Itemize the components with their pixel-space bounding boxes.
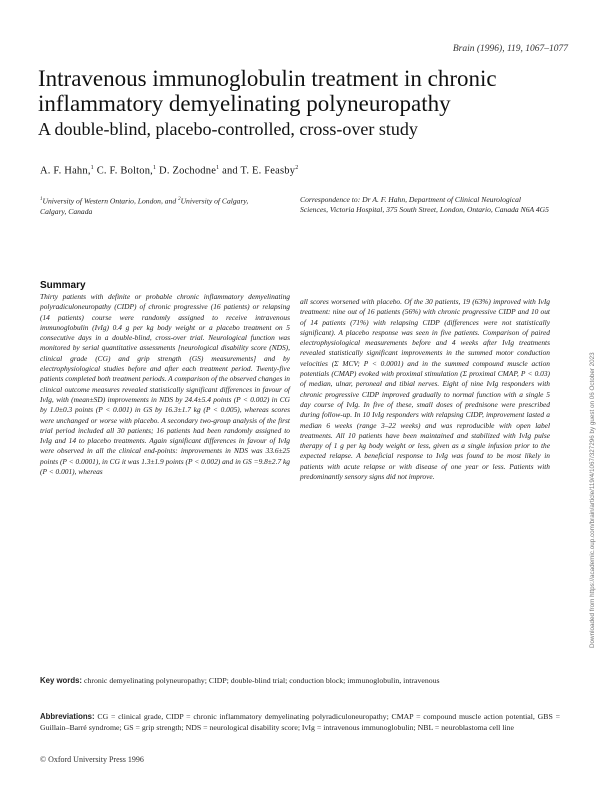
correspondence-address: Correspondence to: Dr A. F. Hahn, Department of Clinical Neurological Sciences, Victoria Hospital, 375 South Street, London, Ontario, Canada N6A 4G5 bbox=[300, 195, 549, 214]
affiliation-marker: 2 bbox=[178, 197, 181, 202]
author-name: D. Zochodne bbox=[159, 165, 217, 177]
paper-title: Intravenous immunoglobulin treatment in chronic inflammatory demyelinating polyneuropathy bbox=[38, 66, 497, 116]
keywords-text: chronic demyelinating polyneuropathy; CIDP; double-blind trial; conduction block; immunoglobulin, intravenous bbox=[83, 676, 440, 685]
keywords bbox=[40, 676, 560, 687]
abbreviations-label: Abbreviations: bbox=[40, 712, 95, 721]
affiliations bbox=[40, 195, 265, 217]
summary-heading: Summary bbox=[40, 280, 86, 291]
author-name: C. F. Bolton, bbox=[96, 165, 154, 177]
affiliation-2: University of Calgary, Calgary, Canada bbox=[40, 196, 249, 216]
abbreviations-text: CG = clinical grade, CIDP = chronic inflammatory demyelinating polyradiculoneuropathy; CMAP = compound muscle action potential, GBS = Guillain–Barré syndrome; GS = grip strength; NDS = neurological disability score; IvIg = intravenous immunoglobulin; NBL = neuroblastoma cell line bbox=[40, 712, 560, 732]
download-watermark bbox=[578, 220, 596, 650]
author-affiliation-marker: 1 bbox=[216, 165, 220, 171]
author-list bbox=[40, 165, 560, 177]
title-block bbox=[38, 66, 558, 140]
affiliation-1: University of Western Ontario, London, and bbox=[42, 196, 177, 206]
author-affiliation-marker: 2 bbox=[295, 165, 299, 171]
author-affiliation-marker: 1 bbox=[153, 165, 157, 171]
copyright-notice: © Oxford University Press 1996 bbox=[40, 755, 144, 764]
download-watermark-text: Downloaded from https://academic.oup.com/brain/article/119/4/1067/327296 by guest on 06 October 2023 bbox=[589, 352, 596, 648]
summary-column-left bbox=[40, 292, 290, 477]
author-name: A. F. Hahn, bbox=[40, 165, 91, 177]
affiliation-marker: 1 bbox=[40, 197, 43, 202]
abbreviations bbox=[40, 712, 560, 733]
journal-reference: Brain (1996), 119, 1067–1077 bbox=[452, 44, 568, 54]
summary-column-right bbox=[300, 297, 550, 482]
keywords-label: Key words: bbox=[40, 676, 83, 685]
summary-text-right: all scores worsened with placebo. Of the 30 patients, 19 (63%) improved with IvIg treatment: nine out of 16 patients (56%) with chronic progressive CIDP and 10 out of 14 patients (71%) with relapsing CIDP (differences were not statistically significant). A placebo response was seen in five patients. Comparison of paired electrophysiological measurements before and 4 weeks after IvIg treatments revealed statistically significant improvements in the summed motor conduction velocities (Σ MCV; P < 0.0001) and in the summed compound muscle action potentials (CMAP) evoked with proximal stimulation (Σ proximal CMAP, P < 0.03) of median, ulnar, peroneal and tibial nerves. Eight of nine IvIg responders with chronic progressive CIDP improved gradually to normal function with a single 5 day course of IvIg. In five of these, small doses of prednisone were prescribed during follow-up. In 10 IvIg responders with relapsing CIDP, improvement lasted a median 6 weeks (range 3–22 weeks) and was reproducible with open label treatments. All 10 patients have been maintained and stabilized with IvIg pulse therapy of 1 g per kg body weight or less, given as a single infusion prior to the expected relapse. A beneficial response to IvIg was found to be most likely in patients with acute relapse or with disease of one year or less. Patients with predominantly sensory signs did not improve. bbox=[300, 297, 550, 482]
summary-text-left: Thirty patients with definite or probable chronic inflammatory demyelinating polyradiculoneuropathy (CIDP) of chronic progressive (16 patients) or relapsing (14 patients) course were randomly assigned to receive intravenous immunoglobulin (IvIg) 0.4 g per kg body weight or a placebo treatment on 5 consecutive days in a double-blind, cross-over trial. Neurological function was monitored by serial quantitative assessments [neurological disability score (NDS), clinical grade (CG) and grip strength (GS) measurements] and by electrophysiological studies before and after each treatment period. Twenty-five patients completed both treatment periods. A comparison of the observed changes in clinical outcome measures revealed statistically significant differences in favour of IvIg, with (mean±SD) improvements in NDS by 24.4±5.4 points (P < 0.002) in CG by 1.0±0.3 points (P < 0.001) in GS by 16.3±1.7 kg (P < 0.005), whereas scores were unchanged or worse with placebo. A secondary two-group analysis of the first trial period included all 30 patients; 16 patients had been randomly assigned to IvIg and 14 to placebo treatments. Again significant differences in favour of IvIg were observed in all the clinical end-points: improvements in NDS was 33.6±25 points (P < 0.0001), in CG it was 1.3±1.9 points (P < 0.002) and in GS =9.8±2.7 kg (P < 0.001), whereas bbox=[40, 292, 290, 477]
author-affiliation-marker: 1 bbox=[90, 165, 94, 171]
paper-subtitle: A double-blind, placebo-controlled, cross-over study bbox=[38, 119, 418, 139]
author-name: and T. E. Feasby bbox=[222, 165, 296, 177]
